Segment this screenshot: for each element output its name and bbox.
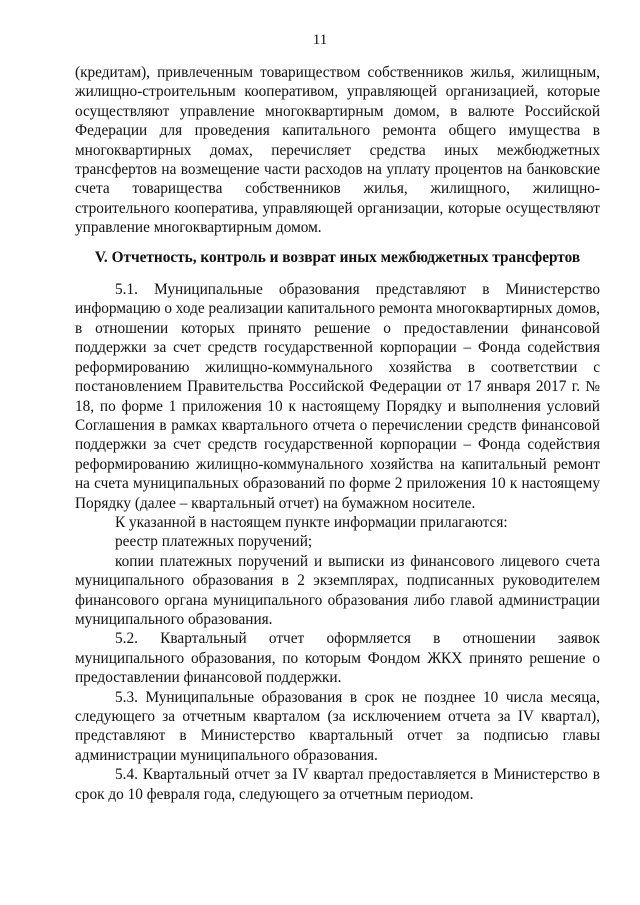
document-body bbox=[75, 63, 600, 804]
paragraph-5-1: 5.1. Муниципальные образования представляют в Министерство информацию о ходе реализации капитального ремонта многоквартирных домов, в отношении которых принято решение о предоставлении финансовой поддержки за счет средств государственной корпорации – Фонда содействия реформированию жилищно-коммунального хозяйства в соответствии с постановлением Правительства Российской Федерации от 17 января 2017 г. № 18, по форме 1 приложения 10 к настоящему Порядку и выполнения условий Соглашения в рамках квартального отчета о перечислении средств финансовой поддержки за счет средств государственной корпорации – Фонда содействия реформированию жилищно-коммунального хозяйства на капитальный ремонт на счета муниципальных образований по форме 2 приложения 10 к настоящему Порядку (далее – квартальный отчет) на бумажном носителе. bbox=[75, 281, 600, 512]
page-number: 11 bbox=[312, 32, 328, 48]
section-heading: V. Отчетность, контроль и возврат иных межбюджетных трансфертов bbox=[94, 248, 581, 266]
paragraph-attachments-intro: К указанной в настоящем пункте информации прилагаются: bbox=[115, 513, 508, 531]
paragraph-5-4: 5.4. Квартальный отчет за IV квартал предоставляется в Министерство в срок до 10 февраля года, следующего за отчетным периодом. bbox=[75, 766, 600, 803]
paragraph-5-2: 5.2. Квартальный отчет оформляется в отношении заявок муниципального образования, по которым Фондом ЖКХ принято решение о предоставлении финансовой поддержки. bbox=[75, 630, 600, 687]
paragraph-5-3: 5.3. Муниципальные образования в срок не позднее 10 числа месяца, следующего за отчетным кварталом (за исключением отчета за IV квартал), представляют в Министерство квартальный отчет за подписью главы администрации муниципального образования. bbox=[75, 688, 600, 764]
paragraph-continuation: (кредитам), привлеченным товариществом собственников жилья, жилищным, жилищно-строительным кооперативом, управляющей организацией, которые осуществляют управление многоквартирным домом, в валюте Российской Федерации для проведения капитального ремонта общего имущества в многоквартирных домах, перечисляет средства иных межбюджетных трансфертов на возмещение части расходов на уплату процентов на банковские счета товарищества собственников жилья, жилищного, жилищно-строительного кооператива, управляющей организации, которые осуществляют управление многоквартирным домом. bbox=[75, 64, 600, 237]
paragraph-payment-registry: реестр платежных поручений; bbox=[115, 533, 313, 551]
paragraph-payment-copies: копии платежных поручений и выписки из финансового лицевого счета муниципального образования в 2 экземплярах, подписанных руководителем финансового органа муниципального образования либо главой администрации муниципального образования. bbox=[75, 552, 600, 628]
